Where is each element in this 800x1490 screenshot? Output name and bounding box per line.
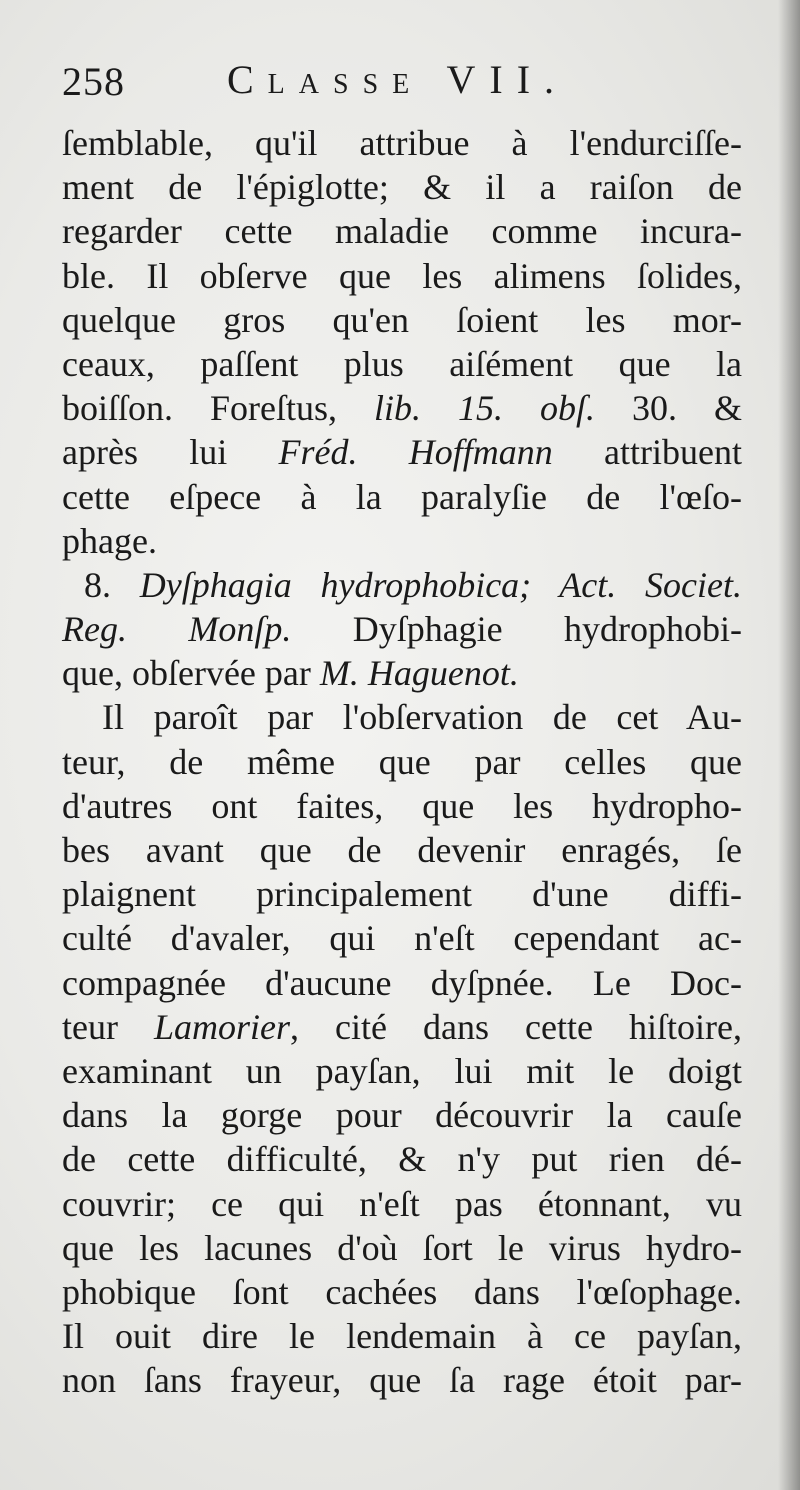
text-line: regarder cette maladie comme incura- (62, 211, 742, 252)
page-header (62, 52, 742, 112)
text-line: couvrir; ce qui n'eſt pas étonnant, vu (62, 1183, 742, 1224)
text-line: Il paroît par l'obſervation de cet Au- (102, 697, 742, 738)
italic-species-name: Dyſphagia hydrophobica; Act. Societ. (139, 564, 742, 605)
text-line: ceaux, paſſent plus aiſément que la (62, 343, 742, 384)
text-line: de cette difficulté, & n'y put rien dé- (62, 1139, 742, 1180)
text-line: après lui Fréd. Hoffmann attribuent (62, 432, 743, 473)
text-line: non ſans frayeur, que ſa rage étoit par- (62, 1360, 742, 1401)
page-number: 258 (62, 59, 125, 104)
body-text (62, 121, 742, 1402)
italic-reference: Reg. Monſp. (62, 609, 292, 650)
text-line: que, obſervée par M. Haguenot. (62, 653, 519, 694)
text-line: ment de l'épiglotte; & il a raiſon de (62, 167, 742, 208)
text-line: dans la gorge pour découvrir la cauſe (62, 1095, 742, 1136)
text-line: Il ouit dire le lendemain à ce payſan, (62, 1316, 742, 1357)
text-line: teur Lamorier, cité dans cette hiſtoire, (62, 1006, 742, 1047)
text-line: phobique ſont cachées dans l'œſophage. (62, 1271, 742, 1312)
text-line: teur, de même que par celles que (62, 741, 742, 782)
text-line: plaignent principalement d'une diffi- (62, 874, 742, 915)
text-line: Reg. Monſp. Dyſphagie hydrophobi- (62, 609, 742, 650)
text-line: quelque gros qu'en ſoient les mor- (62, 299, 742, 340)
text-line: ſemblable, qu'il attribue à l'endurciſſe- (62, 123, 742, 163)
text-line: d'autres ont faites, que les hydropho- (62, 785, 742, 826)
text-line: examinant un payſan, lui mit le doigt (62, 1050, 742, 1091)
italic-author: Lamorier (154, 1006, 291, 1047)
text-line: cette eſpece à la paralyſie de l'œſo- (62, 476, 742, 517)
running-head: Classe VII. (227, 57, 569, 102)
italic-reference: lib. 15. obſ. (374, 388, 595, 429)
text-line: culté d'avaler, qui n'eſt cependant ac- (62, 918, 742, 959)
text-line: phage. (62, 520, 157, 561)
italic-author: Fréd. Hoffmann (278, 432, 553, 473)
text-line: 8. Dyſphagia hydrophobica; Act. Societ. (84, 564, 742, 605)
page-gutter-shadow (778, 0, 800, 1490)
text-line: ble. Il obſerve que les alimens ſolides, (62, 255, 742, 296)
text-line: que les lacunes d'où ſort le virus hydro- (62, 1227, 742, 1268)
text-line: bes avant que de devenir enragés, ſe (62, 830, 742, 870)
text-line: boiſſon. Foreſtus, lib. 15. obſ. 30. & (62, 388, 742, 429)
text-line: compagnée d'aucune dyſpnée. Le Doc- (62, 962, 742, 1003)
italic-author: M. Haguenot. (319, 653, 519, 694)
